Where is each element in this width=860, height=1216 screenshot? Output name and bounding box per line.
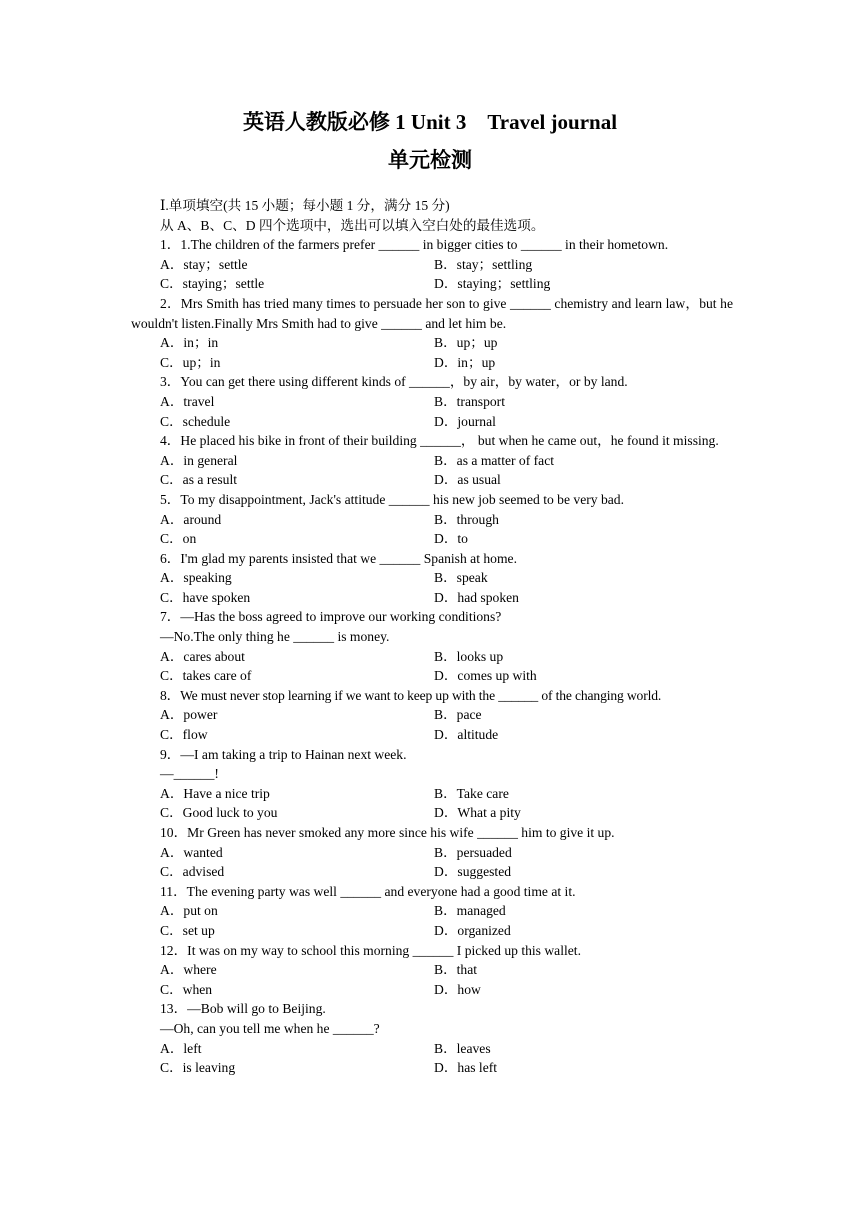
option-b: B．persuaded: [434, 844, 512, 860]
option-a: A．left: [160, 1040, 202, 1056]
option-a: A．where: [160, 962, 217, 978]
question-stem: 5．To my disappointment, Jack's attitude ______ his new job seemed to be very bad.: [160, 491, 624, 507]
option-b: B．up；up: [434, 335, 498, 351]
options-row: [131, 1039, 733, 1059]
question-stem: 12．It was on my way to school this morning ______ I picked up this wallet.: [160, 942, 581, 958]
options-row: [131, 1058, 733, 1078]
options-row: [131, 980, 733, 1000]
option-a: A．stay；settle: [160, 256, 248, 272]
options-row: [131, 647, 733, 667]
options-row: [131, 568, 733, 588]
option-d: D．journal: [434, 413, 496, 429]
question-stem: 9．—I am taking a trip to Hainan next week.: [160, 746, 407, 762]
option-d: D．in；up: [434, 354, 496, 370]
option-c: C．on: [160, 531, 197, 547]
option-d: D．has left: [434, 1060, 498, 1076]
options-row: [131, 529, 733, 549]
option-a: A．wanted: [160, 844, 223, 860]
options-row: [131, 333, 733, 353]
section-heading: Ⅰ.单项填空(共 15 小题；每小题 1 分，满分 15 分): [160, 198, 450, 213]
option-a: A．in；in: [160, 335, 219, 351]
option-a: A．Have a nice trip: [160, 785, 270, 801]
option-c: C．set up: [160, 922, 215, 938]
question-dialogue-line: —No.The only thing he ______ is money.: [160, 629, 390, 645]
option-a: A．cares about: [160, 648, 245, 664]
option-c: C．Good luck to you: [160, 805, 278, 821]
option-b: B．transport: [434, 393, 505, 409]
option-b: B．through: [434, 511, 499, 527]
option-b: B．leaves: [434, 1040, 491, 1056]
options-row: [131, 353, 733, 373]
option-c: C．staying；settle: [160, 276, 265, 292]
option-d: D．What a pity: [434, 805, 521, 821]
question-stem: 11．The evening party was well ______ and everyone had a good time at it.: [160, 883, 576, 899]
options-row: [131, 274, 733, 294]
options-row: [131, 901, 733, 921]
exam-content: [131, 196, 733, 1078]
option-c: C．have spoken: [160, 589, 251, 605]
options-row: [131, 921, 733, 941]
option-d: D．staying；settling: [434, 276, 551, 292]
option-d: D．how: [434, 981, 481, 997]
option-b: B．managed: [434, 903, 506, 919]
option-a: A．power: [160, 707, 218, 723]
option-d: D．altitude: [434, 727, 499, 743]
option-c: C．advised: [160, 864, 225, 880]
options-row: [131, 588, 733, 608]
question-stem: 3．You can get there using different kinds of ______，by air，by water，or by land.: [160, 374, 628, 390]
option-c: C．schedule: [160, 413, 231, 429]
option-c: C．is leaving: [160, 1060, 236, 1076]
options-row: [131, 725, 733, 745]
options-row: [131, 784, 733, 804]
option-b: B．pace: [434, 707, 482, 723]
option-b: B．Take care: [434, 785, 509, 801]
option-a: A．speaking: [160, 570, 232, 586]
option-c: C．when: [160, 981, 213, 997]
options-row: [131, 451, 733, 471]
option-c: C．up；in: [160, 354, 221, 370]
options-row: [131, 843, 733, 863]
option-b: B．stay；settling: [434, 256, 533, 272]
question-stem: 8．We must never stop learning if we want to keep up with the ______ of the changing world.: [160, 687, 662, 703]
document-subtitle: 单元检测: [388, 148, 472, 172]
option-c: C．as a result: [160, 472, 238, 488]
options-row: [131, 666, 733, 686]
options-row: [131, 705, 733, 725]
option-b: B．that: [434, 962, 478, 978]
options-row: [131, 412, 733, 432]
options-row: [131, 803, 733, 823]
option-b: B．as a matter of fact: [434, 452, 555, 468]
option-d: D．organized: [434, 922, 511, 938]
options-row: [131, 960, 733, 980]
option-b: B．looks up: [434, 648, 504, 664]
section-instruction: 从 A、B、C、D 四个选项中，选出可以填入空白处的最佳选项。: [160, 217, 545, 233]
option-c: C．takes care of: [160, 668, 252, 684]
option-a: A．travel: [160, 393, 215, 409]
options-row: [131, 470, 733, 490]
option-d: D．had spoken: [434, 589, 519, 605]
question-stem: 7．—Has the boss agreed to improve our working conditions?: [160, 609, 502, 625]
question-stem: 10．Mr Green has never smoked any more since his wife ______ him to give it up.: [160, 825, 615, 840]
option-d: D．suggested: [434, 864, 512, 880]
option-b: B．speak: [434, 570, 488, 586]
options-row: [131, 510, 733, 530]
question-stem: 1．1.The children of the farmers prefer ______ in bigger cities to ______ in their hometown.: [160, 237, 669, 253]
option-a: A．put on: [160, 903, 218, 919]
question-stem: 4．He placed his bike in front of their building ______， but when he came out，he found it missing.: [160, 433, 719, 449]
document-title: 英语人教版必修 1 Unit 3 Travel journal: [242, 110, 618, 134]
options-row: [131, 255, 733, 275]
question-stem: 2．Mrs Smith has tried many times to persuade her son to give ______ chemistry and learn law，but he wouldn't listen.Finally Mrs Smith had to give ______ and let him be.: [131, 295, 733, 331]
option-d: D．comes up with: [434, 668, 537, 684]
question-dialogue-line: —Oh, can you tell me when he ______?: [160, 1020, 380, 1036]
option-a: A．in general: [160, 452, 238, 468]
question-stem: 6．I'm glad my parents insisted that we ______ Spanish at home.: [160, 550, 517, 566]
question-dialogue-line: —______!: [160, 766, 219, 782]
option-d: D．to: [434, 531, 468, 547]
option-a: A．around: [160, 511, 222, 527]
option-d: D．as usual: [434, 472, 501, 488]
options-row: [131, 862, 733, 882]
question-stem: 13．—Bob will go to Beijing.: [160, 1001, 326, 1017]
option-c: C．flow: [160, 727, 208, 743]
options-row: [131, 392, 733, 412]
